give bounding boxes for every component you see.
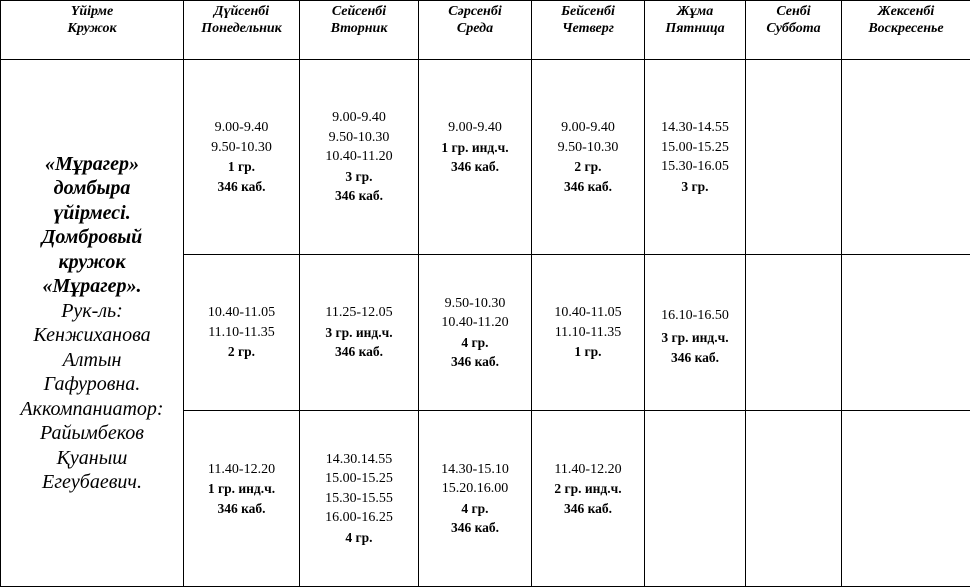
header-friday: Жұма Пятница (645, 1, 746, 60)
header-wednesday: Сәрсенбі Среда (419, 1, 532, 60)
club-info-cell: «Мұрагер» домбыра үйірмесі. Домбровый кружок «Мұрагер». Рук-ль: Кенжиханова Алтын Гафуровна. Аккомпаниатор: Райымбеков Қуаныш Егеубаевич. (1, 60, 184, 587)
schedule-cell-fri-3 (645, 411, 746, 587)
schedule-cell-mon-1: 9.00-9.40 9.50-10.30 1 гр. 346 каб. (184, 60, 300, 255)
schedule-cell-sat-2 (746, 255, 842, 411)
schedule-cell-wed-3: 14.30-15.10 15.20.16.00 4 гр. 346 каб. (419, 411, 532, 587)
schedule-cell-wed-1: 9.00-9.40 1 гр. инд.ч. 346 каб. (419, 60, 532, 255)
schedule-cell-thu-3: 11.40-12.20 2 гр. инд.ч. 346 каб. (532, 411, 645, 587)
schedule-cell-sun-2 (842, 255, 970, 411)
schedule-cell-thu-1: 9.00-9.40 9.50-10.30 2 гр. 346 каб. (532, 60, 645, 255)
header-monday: Дүйсенбі Понедельник (184, 1, 300, 60)
schedule-cell-tue-1: 9.00-9.40 9.50-10.30 10.40-11.20 3 гр. 346 каб. (300, 60, 419, 255)
header-tuesday: Сейсенбі Вторник (300, 1, 419, 60)
schedule-cell-sat-1 (746, 60, 842, 255)
schedule-cell-wed-2: 9.50-10.30 10.40-11.20 4 гр. 346 каб. (419, 255, 532, 411)
schedule-cell-sun-1 (842, 60, 970, 255)
schedule-cell-mon-2: 10.40-11.05 11.10-11.35 2 гр. (184, 255, 300, 411)
schedule-cell-tue-2: 11.25-12.05 3 гр. инд.ч. 346 каб. (300, 255, 419, 411)
schedule-cell-sat-3 (746, 411, 842, 587)
schedule-cell-sun-3 (842, 411, 970, 587)
schedule-cell-mon-3: 11.40-12.20 1 гр. инд.ч. 346 каб. (184, 411, 300, 587)
header-row (1, 1, 970, 60)
schedule-cell-fri-2: 16.10-16.50 3 гр. инд.ч. 346 каб. (645, 255, 746, 411)
header-club: Үйірме Кружок (1, 1, 184, 60)
table-row (1, 60, 970, 255)
header-sunday: Жексенбі Воскресенье (842, 1, 970, 60)
schedule-cell-thu-2: 10.40-11.05 11.10-11.35 1 гр. (532, 255, 645, 411)
header-thursday: Бейсенбі Четверг (532, 1, 645, 60)
schedule-cell-tue-3: 14.30.14.55 15.00-15.25 15.30-15.55 16.00-16.25 4 гр. (300, 411, 419, 587)
schedule-cell-fri-1: 14.30-14.55 15.00-15.25 15.30-16.05 3 гр. (645, 60, 746, 255)
header-saturday: Сенбі Суббота (746, 1, 842, 60)
